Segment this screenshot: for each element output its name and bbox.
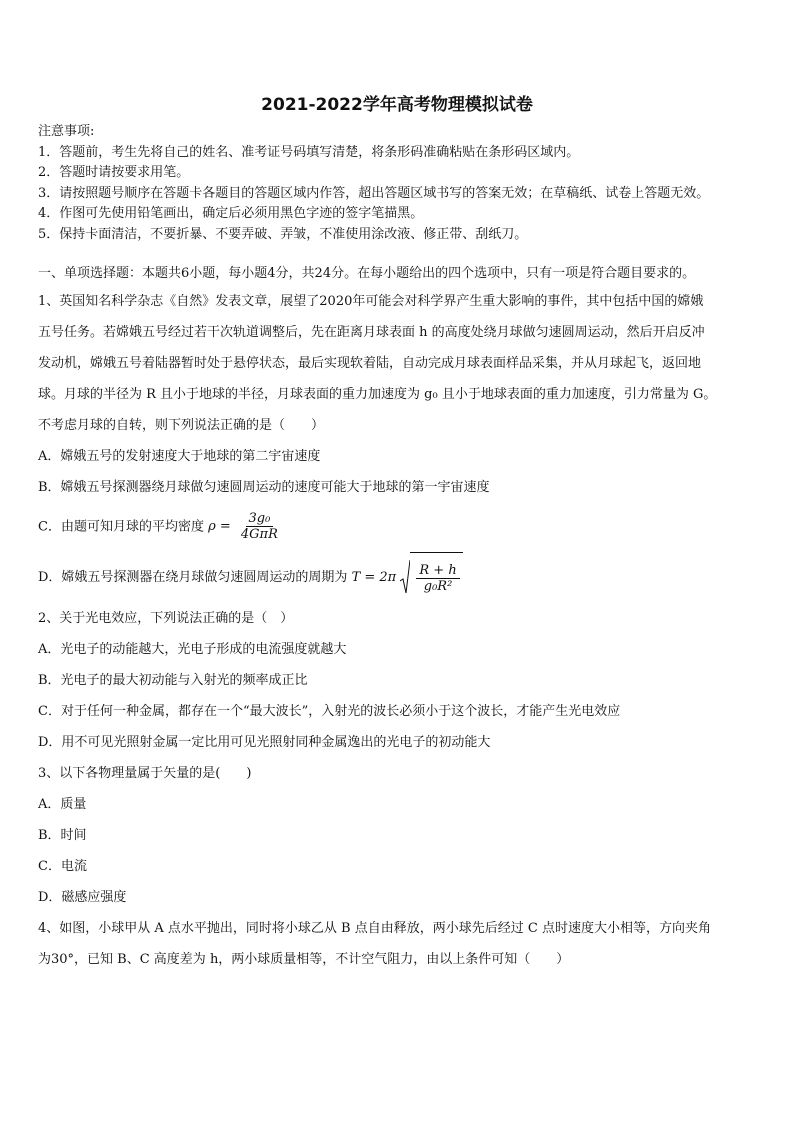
question-1-line: 1、英国知名科学杂志《自然》发表文章，展望了2020年可能会对科学界产生重大影响的事件，其中包括中国的嫦娥 (38, 294, 704, 309)
option-d: D．磁感应强度 (38, 889, 127, 905)
question-3-stem: 3、以下各物理量属于矢量的是( ) (38, 765, 252, 781)
density-fraction (238, 511, 281, 542)
section-heading: 一、单项选择题：本题共6小题，每小题4分，共24分。在每小题给出的四个选项中，只有一项是符合题目要求的。 (38, 266, 696, 281)
period-lhs: T = 2π (351, 569, 397, 585)
question-1-line: 发动机，嫦娥五号着陆器暂时处于悬停状态，最后实现软着陆，自动完成月球表面样品采集，并从月球起飞，返回地 (38, 356, 702, 371)
option-d (38, 552, 768, 603)
option-b: B．时间 (38, 827, 87, 843)
notice-item: 3．请按照题号顺序在答题卡各题目的答题区域内作答，超出答题区域书写的答案无效；在草稿纸、试卷上答题无效。 (38, 185, 710, 201)
sqrt-icon (400, 552, 462, 603)
notice-item: 2．答题时请按要求用笔。 (38, 165, 190, 180)
notice-heading: 注意事项: (38, 124, 95, 139)
density-lhs: ρ = (208, 519, 231, 534)
question-2-stem: 2、关于光电效应，下列说法正确的是（ ） (38, 610, 294, 626)
option-a: A．光电子的动能越大，光电子形成的电流强度就越大 (38, 641, 347, 657)
option-b: B．光电子的最大初动能与入射光的频率成正比 (38, 672, 308, 688)
option-b: B．嫦娥五号探测器绕月球做匀速圆周运动的速度可能大于地球的第一宇宙速度 (38, 480, 490, 495)
page-title: 2021-2022学年高考物理模拟试卷 (261, 95, 533, 115)
period-numerator: R + h (416, 563, 459, 579)
questions (38, 262, 768, 975)
density-formula (208, 503, 281, 551)
notice-item: 4．作图可先使用铅笔画出，确定后必须用黑色字迹的签字笔描黑。 (38, 206, 424, 221)
option-d-text: D．嫦娥五号探测器在绕月球做匀速圆周运动的周期为 (38, 569, 348, 585)
question-1-line: 五号任务。若嫦娥五号经过若干次轨道调整后，先在距离月球表面 h 的高度处绕月球做匀速圆周运动，然后开启反冲 (38, 325, 705, 340)
option-c (38, 503, 768, 552)
option-a: A．嫦娥五号的发射速度大于地球的第二宇宙速度 (38, 449, 321, 464)
question-4-line: 为30°，已知 B、C 高度差为 h，两小球质量相等，不计空气阻力，由以上条件可知（ ） (38, 951, 570, 967)
question-2 (38, 603, 768, 758)
radical-sign-icon (400, 559, 410, 595)
notice-item: 1．答题前，考生先将自己的姓名、准考证号码填写清楚，将条形码准确粘贴在条形码区域内。 (38, 144, 580, 160)
option-d: D．用不可见光照射金属一定比用可见光照射同种金属逸出的光电子的初动能大 (38, 734, 491, 750)
notice-item: 5．保持卡面清洁，不要折暴、不要弄破、弄皱，不准使用涂改液、修正带、刮纸刀。 (38, 226, 528, 242)
period-denominator: g₀R² (423, 578, 453, 594)
question-4 (38, 913, 768, 975)
density-denominator: 4GπR (240, 527, 278, 542)
option-c-text: C．由题可知月球的平均密度 (38, 519, 204, 535)
question-1-line: 不考虑月球的自转，则下列说法正确的是（ ） (38, 418, 325, 433)
density-numerator: 3g₀ (246, 511, 274, 527)
question-1 (38, 286, 768, 603)
option-c: C．电流 (38, 858, 87, 874)
question-1-line: 球。月球的半径为 R 且小于地球的半径，月球表面的重力加速度为 g₀ 且小于地球表面的重力加速度，引力常量为 G。 (38, 387, 717, 402)
option-a: A．质量 (38, 796, 87, 812)
period-fraction (416, 563, 459, 594)
question-4-line: 4、如图，小球甲从 A 点水平抛出，同时将小球乙从 B 点自由释放，两小球先后经过 C 点时速度大小相等，方向夹角 (38, 920, 711, 936)
option-c: C．对于任何一种金属，都存在一个“最大波长”，入射光的波长必须小于这个波长，才能产生光电效应 (38, 703, 621, 719)
question-3 (38, 758, 768, 913)
radicand (410, 552, 462, 603)
notice-block (38, 122, 768, 245)
period-formula (352, 552, 463, 603)
